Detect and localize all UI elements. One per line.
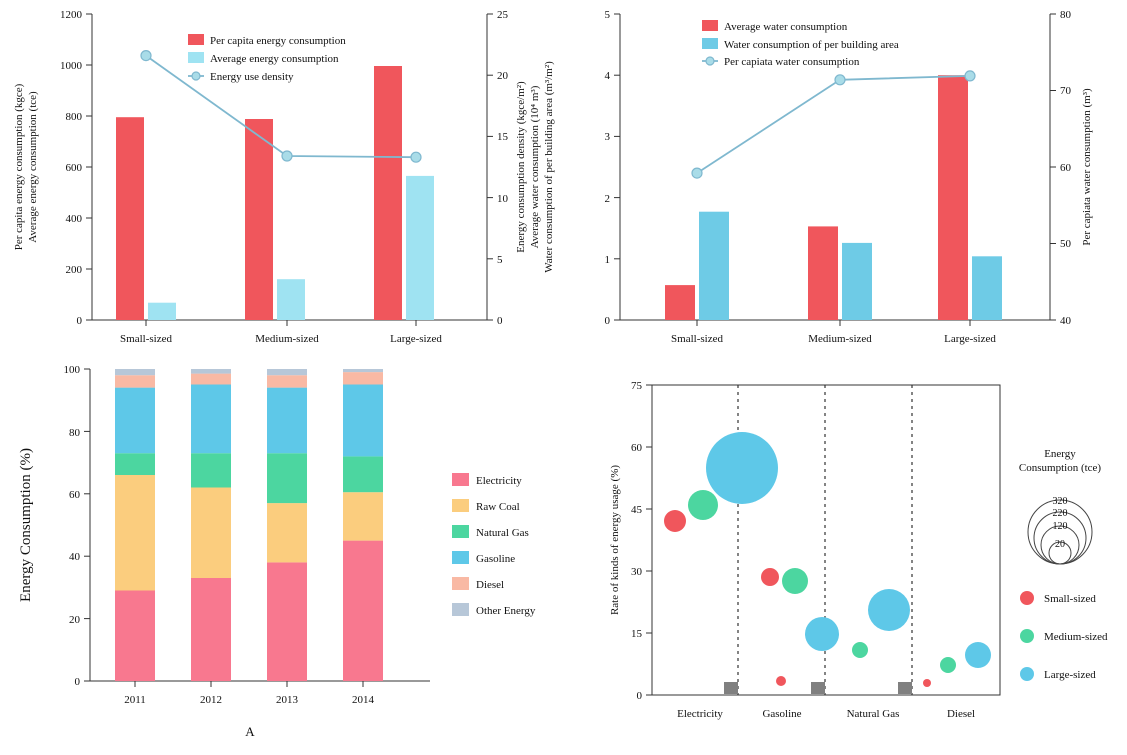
ytick-600: 600 [65, 162, 82, 174]
chart-top-left-svg [0, 0, 560, 355]
right-axis-ticks [487, 9, 509, 327]
left-axis-ticks [64, 364, 91, 688]
seg-diesel-2013 [267, 375, 307, 387]
ytick-800: 800 [65, 111, 82, 123]
line-percapita-water [697, 76, 970, 173]
y-axis-title-line2: Average energy consumption (tce) [27, 91, 39, 243]
seg-naturalgas-2012 [191, 453, 231, 487]
legend-swatch-perarea [702, 38, 718, 49]
seg-naturalgas-2011 [115, 453, 155, 475]
ytick-20: 20 [69, 614, 80, 626]
xtick-naturalgas: Natural Gas [846, 708, 900, 720]
ytick-0: 0 [74, 676, 80, 688]
x-axis-labels [677, 708, 975, 720]
legend-swatch-rawcoal [452, 499, 469, 512]
bar-avgwater-large [938, 75, 968, 320]
seg-electricity-2013 [267, 562, 307, 681]
xtick-small: Small-sized [671, 333, 723, 345]
legend-swatch-diesel [452, 577, 469, 590]
ytick-4: 4 [604, 70, 610, 82]
legend-swatch-other [452, 603, 469, 616]
ytick-75: 75 [631, 380, 642, 392]
y-axis-title: Energy Consumption (%) [18, 448, 34, 602]
color-legend [1020, 591, 1108, 681]
bubble-electricity-small [664, 510, 686, 532]
line-point-medium [282, 151, 292, 161]
size-legend-title-1: Energy [1044, 448, 1076, 460]
y2-axis-title-line1: Energy consumption density (kgce/m²) [515, 81, 527, 253]
y2-axis-title: Per capiata water consumption (m³) [1081, 88, 1093, 246]
seg-gasoline-2013 [267, 388, 307, 454]
ytick-30: 30 [631, 566, 642, 578]
right-axis-ticks [1050, 9, 1072, 327]
color-legend-label-large: Large-sized [1044, 669, 1096, 681]
y2tick-50: 50 [1060, 238, 1071, 250]
panel-top-right [560, 0, 1127, 355]
xtick-medium: Medium-sized [255, 333, 319, 345]
legend-swatch-gasoline [452, 551, 469, 564]
legend-swatch-average [188, 52, 204, 63]
xtick-small: Small-sized [120, 333, 172, 345]
y-axis-title-line1: Per capita energy consumption (kgce) [13, 83, 25, 251]
bubble-electricity-medium [688, 490, 718, 520]
seg-rawcoal-2012 [191, 488, 231, 579]
ytick-0: 0 [76, 315, 82, 327]
bar-perarea-medium [842, 243, 872, 320]
legend-marker-density [192, 72, 200, 80]
seg-other-2013 [267, 369, 307, 375]
legend-label-percapita: Per capita energy consumption [210, 35, 346, 47]
line-point-large [411, 152, 421, 162]
y-axis-title: Rate of kinds of energy usage (%) [609, 464, 621, 616]
bubble-naturalgas-large [868, 589, 910, 631]
baseline-marker-3 [898, 682, 912, 694]
xtick-2011: 2011 [124, 694, 146, 706]
color-legend-marker-small [1020, 591, 1034, 605]
seg-other-2014 [343, 369, 383, 372]
xtick-diesel: Diesel [946, 708, 976, 720]
bubble-gasoline-small [761, 568, 779, 586]
seg-naturalgas-2014 [343, 456, 383, 492]
bubble-gasoline-large [805, 617, 839, 651]
size-legend-label-20: 20 [1055, 539, 1065, 550]
xtick-gasoline: Gasoline [762, 708, 802, 720]
y2tick-15: 15 [497, 131, 508, 143]
x-axis-labels [671, 320, 996, 345]
seg-electricity-2011 [115, 591, 155, 682]
stack-2011 [115, 369, 155, 681]
y2-axis-title-line2: Average water consumption (10⁴ m³) [529, 85, 541, 249]
chart-bottom-left-svg [0, 355, 600, 755]
seg-gasoline-2011 [115, 388, 155, 454]
ytick-40: 40 [69, 551, 80, 563]
legend-swatch-naturalgas [452, 525, 469, 538]
y2tick-5: 5 [497, 254, 503, 266]
xtick-medium: Medium-sized [808, 333, 872, 345]
color-legend-label-small: Small-sized [1044, 593, 1096, 605]
bubble-diesel-small [923, 679, 931, 687]
left-axis-ticks [60, 9, 92, 327]
size-legend-label-320: 320 [1052, 496, 1068, 507]
size-legend-title-2: Consumption (tce) [1018, 462, 1102, 474]
ytick-100: 100 [63, 364, 80, 376]
xtick-electricity: Electricity [677, 708, 723, 720]
panel-top-left [0, 0, 560, 355]
size-legend [1019, 448, 1102, 564]
baseline-marker-2 [811, 682, 825, 694]
legend-marker-percapita [706, 57, 714, 65]
line-point-large [965, 71, 975, 81]
ytick-0: 0 [636, 690, 642, 702]
seg-rawcoal-2013 [267, 503, 307, 562]
seg-diesel-2014 [343, 372, 383, 384]
y2tick-0: 0 [497, 315, 503, 327]
seg-gasoline-2014 [343, 385, 383, 457]
seg-rawcoal-2014 [343, 492, 383, 540]
ytick-0: 0 [604, 315, 610, 327]
stack-2013 [267, 369, 307, 681]
color-legend-marker-medium [1020, 629, 1034, 643]
bubble-gasoline-medium [782, 568, 808, 594]
ytick-80: 80 [69, 427, 80, 439]
legend-label-rawcoal: Raw Coal [476, 501, 520, 513]
bubble-diesel-medium [940, 657, 956, 673]
seg-electricity-2014 [343, 541, 383, 681]
ytick-15: 15 [631, 628, 642, 640]
line-point-small [141, 51, 151, 61]
legend-label-average: Average energy consumption [210, 53, 339, 65]
legend-label-perarea: Water consumption of per building area [724, 39, 899, 51]
panel-bottom-left [0, 355, 600, 755]
ytick-2: 2 [604, 193, 610, 205]
xtick-2013: 2013 [276, 694, 298, 706]
seg-other-2012 [191, 369, 231, 374]
legend-bottom-left [452, 473, 536, 617]
ytick-60: 60 [69, 489, 80, 501]
seg-other-2011 [115, 369, 155, 375]
legend-label-naturalgas: Natural Gas [476, 527, 529, 539]
ytick-5: 5 [604, 9, 610, 21]
color-legend-marker-large [1020, 667, 1034, 681]
seg-gasoline-2012 [191, 385, 231, 454]
subfigure-label-a: A [245, 724, 255, 739]
chart-bottom-right-svg [590, 355, 1127, 755]
bar-percapita-medium [245, 119, 273, 320]
legend-swatch-avgwater [702, 20, 718, 31]
line-point-small [692, 168, 702, 178]
stack-2014 [343, 369, 383, 681]
legend-top-left [188, 34, 346, 83]
xtick-2014: 2014 [352, 694, 374, 706]
xtick-large: Large-sized [390, 333, 442, 345]
color-legend-label-medium: Medium-sized [1044, 631, 1108, 643]
chart-top-right-svg [560, 0, 1127, 355]
bar-average-large [406, 176, 434, 320]
baseline-marker-1 [724, 682, 738, 694]
legend-top-right [702, 20, 899, 68]
y2tick-25: 25 [497, 9, 508, 21]
bar-percapita-small [116, 117, 144, 320]
bar-perarea-small [699, 212, 729, 320]
y2tick-80: 80 [1060, 9, 1071, 21]
bubble-electricity-large [706, 432, 778, 504]
bar-average-small [148, 303, 176, 320]
legend-label-percapita: Per capiata water consumption [724, 56, 860, 68]
seg-electricity-2012 [191, 578, 231, 681]
x-axis-labels [124, 681, 374, 706]
ytick-60: 60 [631, 442, 642, 454]
left-axis-ticks [631, 380, 652, 702]
y2tick-20: 20 [497, 70, 508, 82]
bar-percapita-large [374, 66, 402, 320]
seg-diesel-2012 [191, 374, 231, 385]
bar-average-medium [277, 279, 305, 320]
line-point-medium [835, 75, 845, 85]
bubble-gasoline-small-low [776, 676, 786, 686]
y2-axis-title-line3: Water consumption of per building area (m³/m²) [543, 61, 555, 273]
legend-label-avgwater: Average water consumption [724, 21, 848, 33]
seg-rawcoal-2011 [115, 475, 155, 591]
stack-2012 [191, 369, 231, 681]
y2tick-40: 40 [1060, 315, 1071, 327]
y2tick-60: 60 [1060, 162, 1071, 174]
legend-swatch-electricity [452, 473, 469, 486]
bar-perarea-large [972, 256, 1002, 320]
ytick-45: 45 [631, 504, 642, 516]
size-legend-label-120: 120 [1052, 521, 1068, 532]
ytick-1200: 1200 [60, 9, 82, 21]
size-legend-label-220: 220 [1052, 508, 1068, 519]
xtick-large: Large-sized [944, 333, 996, 345]
y2tick-10: 10 [497, 193, 508, 205]
bubble-naturalgas-medium [852, 642, 868, 658]
bar-avgwater-small [665, 285, 695, 320]
bubble-diesel-large [965, 642, 991, 668]
ytick-1000: 1000 [60, 60, 82, 72]
ytick-1: 1 [604, 254, 610, 266]
ytick-3: 3 [604, 131, 610, 143]
legend-label-density: Energy use density [210, 71, 294, 83]
legend-label-diesel: Diesel [476, 579, 505, 591]
bar-avgwater-medium [808, 226, 838, 320]
legend-label-gasoline: Gasoline [476, 553, 516, 565]
panel-bottom-right [590, 355, 1127, 755]
seg-naturalgas-2013 [267, 453, 307, 503]
left-axis-ticks [605, 9, 621, 327]
xtick-2012: 2012 [200, 694, 222, 706]
y2tick-70: 70 [1060, 85, 1071, 97]
ytick-200: 200 [65, 264, 82, 276]
legend-swatch-percapita [188, 34, 204, 45]
legend-label-other: Other Energy [476, 605, 536, 617]
legend-label-electricity: Electricity [476, 475, 522, 487]
ytick-400: 400 [65, 213, 82, 225]
seg-diesel-2011 [115, 375, 155, 387]
x-axis-labels [120, 320, 442, 345]
